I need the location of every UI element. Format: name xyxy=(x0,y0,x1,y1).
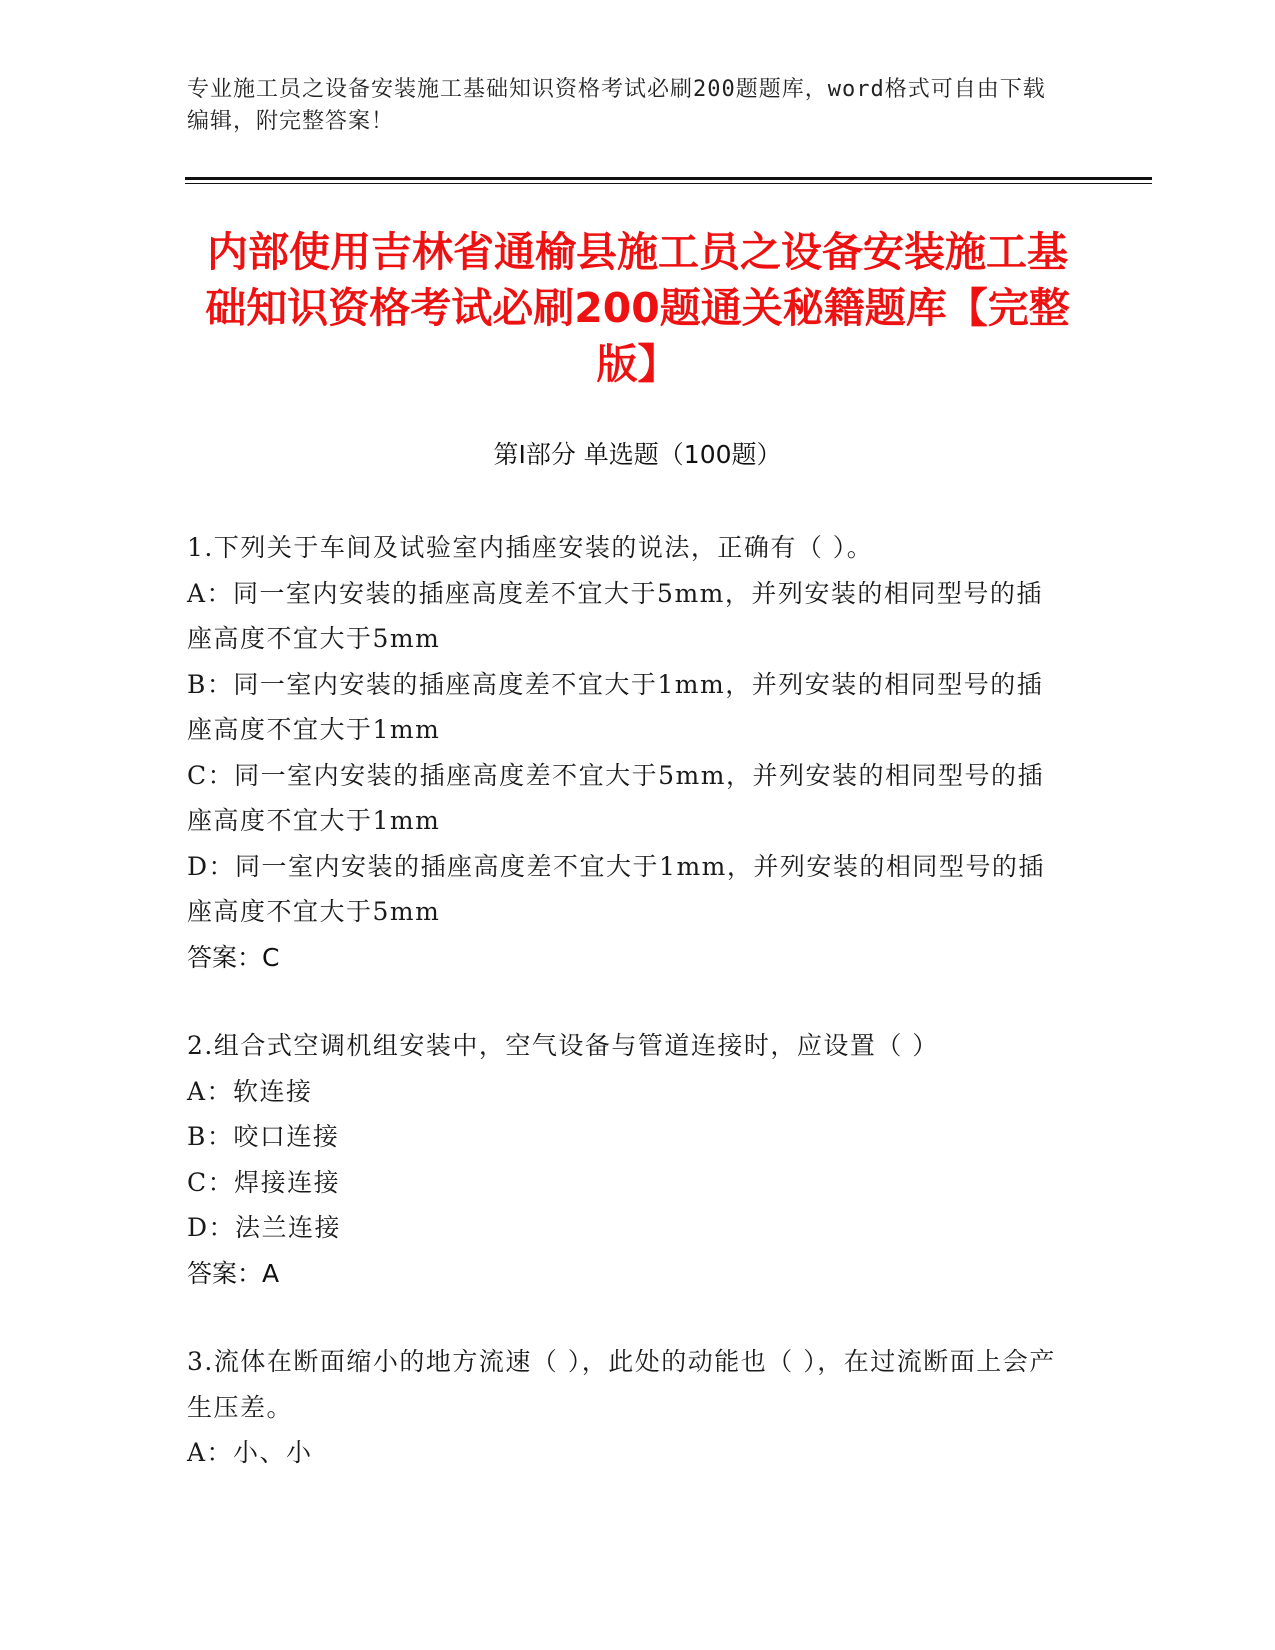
option-d: D：同一室内安装的插座高度差不宜大于1mm，并列安装的相同型号的插座高度不宜大于5mm xyxy=(187,851,1045,926)
option-c: C：焊接连接 xyxy=(187,1167,341,1197)
option-a: A：软连接 xyxy=(187,1076,313,1106)
option-c: C：同一室内安装的插座高度差不宜大于5mm，并列安装的相同型号的插座高度不宜大于1mm xyxy=(187,760,1044,835)
answer: 答案：C xyxy=(187,942,280,972)
question-1 xyxy=(187,525,1067,980)
option-d: D：法兰连接 xyxy=(187,1213,342,1242)
header-divider-thin xyxy=(185,183,1152,184)
question-stem: 2.组合式空调机组安装中，空气设备与管道连接时，应设置（ ） xyxy=(187,1031,939,1060)
option-b: B：咬口连接 xyxy=(187,1122,340,1151)
question-stem: 3.流体在断面缩小的地方流速（ ），此处的动能也（ ），在过流断面上会产生压差。 xyxy=(187,1347,1056,1422)
option-a: A：同一室内安装的插座高度差不宜大于5mm，并列安装的相同型号的插座高度不宜大于5mm xyxy=(187,578,1043,653)
question-2 xyxy=(187,1023,1067,1296)
section-title: 第Ⅰ部分 单选题（100题） xyxy=(493,440,782,469)
question-3 xyxy=(187,1339,1067,1476)
question-stem: 1.下列关于车间及试验室内插座安装的说法，正确有（ ）。 xyxy=(187,533,874,562)
question-list xyxy=(187,525,1067,1519)
header-note: 专业施工员之设备安装施工基础知识资格考试必刷200题题库，word格式可自由下载编辑，附完整答案！ xyxy=(187,77,1046,134)
option-b: B：同一室内安装的插座高度差不宜大于1mm，并列安装的相同型号的插座高度不宜大于1mm xyxy=(187,669,1044,744)
option-a: A：小、小 xyxy=(187,1438,313,1467)
answer: 答案：A xyxy=(187,1258,280,1288)
header-divider-thick xyxy=(185,177,1152,180)
document-title: 内部使用吉林省通榆县施工员之设备安装施工基础知识资格考试必刷200题通关秘籍题库【完整版】 xyxy=(205,228,1070,388)
